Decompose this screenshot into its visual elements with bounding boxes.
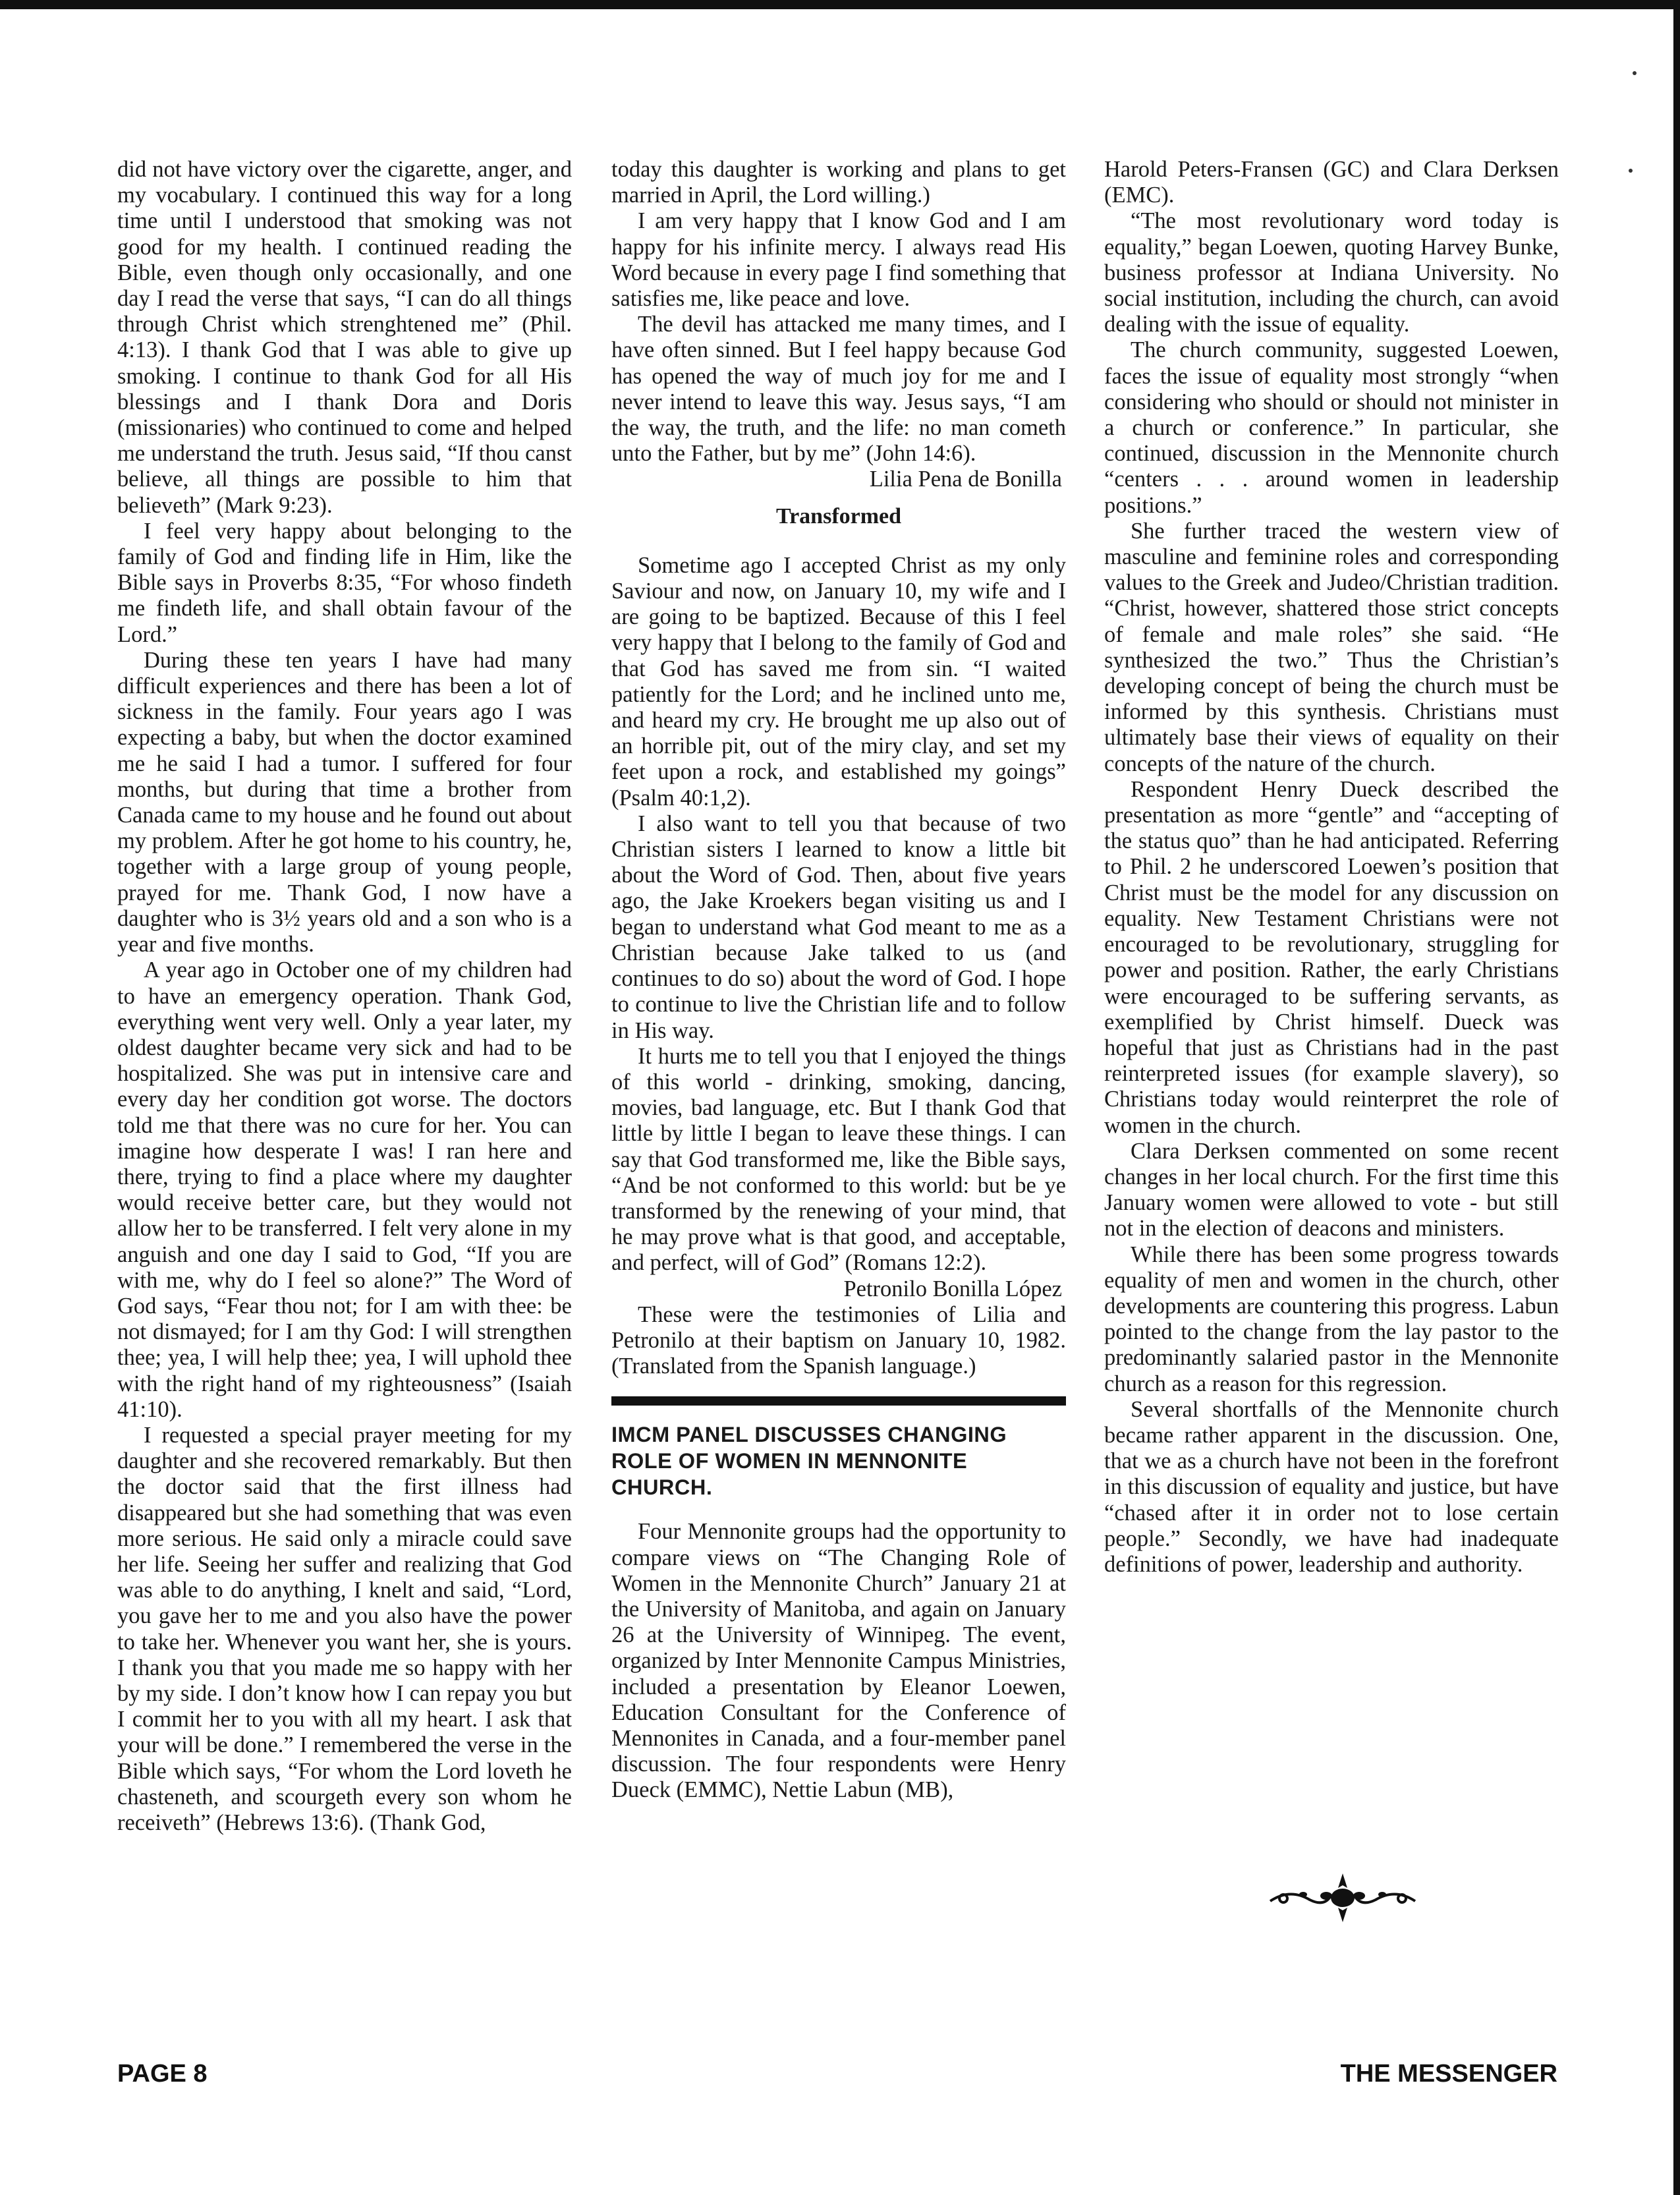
paragraph: She further traced the western view of masculine and feminine roles and corresponding values to the Greek and Judeo/Christian tradition. “Christ, however, shattered those strict concepts of female and male roles” she said. “He synthesized the two.” Thus the Christian’s developing concept of being the church must be informed by this synthesis. Christians must ultimately base their views of equality on their concepts of the nature of the church. bbox=[1104, 518, 1559, 776]
speck-mark bbox=[1633, 71, 1637, 75]
speck-mark bbox=[1629, 169, 1633, 173]
paragraph: “The most revolutionary word today is equality,” began Loewen, quoting Harvey Bunke, business professor at Indiana University. No social institution, including the church, can avoid dealing with the issue of equality. bbox=[1104, 208, 1559, 337]
paragraph: Sometime ago I accepted Christ as my only Saviour and now, on January 10, my wife and I are going to be baptized. Because of this I feel very happy that I belong to the family of God and that God has saved me from sin. “I waited patiently for the Lord; and he inclined unto me, and heard my cry. He brought me up also out of an horrible pit, out of the miry clay, and set my feet upon a rock, and established my goings” (Psalm 40:1,2). bbox=[611, 552, 1066, 811]
signature-petronilo: Petronilo Bonilla López bbox=[843, 1276, 1062, 1301]
article-headline: IMCM PANEL DISCUSSES CHANGING ROLE OF WOMEN IN MENNONITE CHURCH. bbox=[611, 1423, 1007, 1500]
section-divider bbox=[611, 1396, 1066, 1406]
page-border-top bbox=[0, 0, 1680, 9]
paragraph: I requested a special prayer meeting for my daughter and she recovered remarkably. But then the doctor said that the first illness had disappeared but she had something that was even more serious. He said only a miracle could save her life. Seeing her suffer and realizing that God was able to do anything, I knelt and said, “Lord, you gave her to me and you also have the power to take her. Whenever you want her, she is yours. I thank you that you made me so happy with her by my side. I don’t know how I can repay you but I commit her to you with all my heart. I ask that your will be done.” I remembered the verse in the Bible which says, “For whom the Lord loveth he chasteneth, and scourgeth every son whom he receiveth” (Hebrews 13:6). (Thank God, bbox=[117, 1422, 572, 1835]
closing-note: These were the testimonies of Lilia and Petronilo at their baptism on January 10, 1982. (Translated from the Spanish language.) bbox=[611, 1301, 1066, 1379]
paragraph: I feel very happy about belonging to the family of God and finding life in Him, like the Bible says in Proverbs 8:35, “For whoso findeth me findeth life, and shall obtain favour of the Lord.” bbox=[117, 518, 572, 647]
paragraph: During these ten years I have had many difficult experiences and there has been a lot of sickness in the family. Four years ago I was expecting a baby, but when the doctor examined me he said I had a tumor. I suffered for four months, but during that time a brother from Canada came to my house and he found out about my problem. After he got home to his country, he, together with a large group of young people, prayed for me. Thank God, I now have a daughter who is 3½ years old and a son who is a year and five months. bbox=[117, 647, 572, 957]
paragraph: I also want to tell you that because of two Christian sisters I learned to know a little bit about the Word of God. Then, about five years ago, the Jake Kroekers began visiting us and I began to understand what God meant to me as a Christian because Jake talked to us (and continues to do so) about the word of God. I hope to continue to live the Christian life and to follow in His way. bbox=[611, 811, 1066, 1043]
column-2 bbox=[611, 157, 1066, 1804]
paragraph: Several shortfalls of the Mennonite church became rather apparent in the discussion. One, that we as a church have not been in the forefront in this discussion of equality and justice, but have “chased after it in order not to lose certain people.” Secondly, we have had inadequate definitions of power, leadership and authority. bbox=[1104, 1396, 1559, 1577]
article-lead-paragraph: Four Mennonite groups had the opportunity to compare views on “The Changing Role of Women in the Mennonite Church” January 21 at the University of Manitoba, and again on January 26 at the University of Winnipeg. The event, organized by Inter Mennonite Campus Ministries, included a presentation by Eleanor Loewen, Education Consultant for the Conference of Mennonites in Canada, and a four-member panel discussion. The four respondents were Henry Dueck (EMMC), Nettie Labun (MB), bbox=[611, 1519, 1066, 1803]
paragraph: I am very happy that I know God and I am happy for his infinite mercy. I always read His Word because in every page I find something that satisfies me, like peace and love. bbox=[611, 208, 1066, 312]
paragraph: Harold Peters-Fransen (GC) and Clara Derksen (EMC). bbox=[1104, 157, 1559, 208]
ornament-icon bbox=[1264, 1868, 1422, 1927]
publication-name: THE MESSENGER bbox=[1340, 2060, 1557, 2088]
page-number: PAGE 8 bbox=[117, 2060, 208, 2088]
subheading-transformed: Transformed bbox=[775, 503, 902, 528]
paragraph: While there has been some progress towards equality of men and women in the church, other developments are countering this progress. Labun pointed to the change from the lay pastor to the predominantly salaried pastor in the Mennonite church as a reason for this regression. bbox=[1104, 1241, 1559, 1396]
paragraph: The church community, suggested Loewen, faces the issue of equality most strongly “when considering who should or should not minister in a church or conference.” In particular, she continued, discussion in the Mennonite church “centers . . . around women in leadership positions.” bbox=[1104, 337, 1559, 518]
column-3 bbox=[1104, 157, 1559, 1578]
paragraph: did not have victory over the cigarette, anger, and my vocabulary. I continued this way for a long time until I understood that smoking was not good for my health. I continued reading the Bible, even though only occasionally, and one day I read the verse that says, “I can do all things through Christ which strenghtened me” (Phil. 4:13). I thank God that I was able to give up smoking. I continue to thank God for all His blessings and I thank Dora and Doris (missionaries) who continued to come and helped me understand the truth. Jesus said, “If thou canst believe, all things are possible to him that believeth” (Mark 9:23). bbox=[117, 157, 572, 518]
column-1 bbox=[117, 157, 572, 1836]
paragraph: It hurts me to tell you that I enjoyed the things of this world - drinking, smoking, dancing, movies, bad language, etc. But I thank God that little by little I began to leave these things. I can say that God transformed me, like the Bible says, “And be not conformed to this world: but be ye transformed by the renewing of your mind, that he may prove what is that good, and acceptable, and perfect, will of God” (Romans 12:2). bbox=[611, 1043, 1066, 1276]
signature-lilia: Lilia Pena de Bonilla bbox=[869, 467, 1062, 492]
paragraph: Respondent Henry Dueck described the presentation as more “gentle” and “accepting of the status quo” than he had anticipated. Referring to Phil. 2 he underscored Loewen’s position that Christ must be the model for any discussion on equality. New Testament Christians were not encouraged to be revolutionary, struggling for power and position. Rather, the early Christians were encouraged to be suffering servants, as exemplified by Christ himself. Dueck was hopeful that just as Christians had in the past reinterpreted issues (for example slavery), so Christians today would reinterpret the role of women in the church. bbox=[1104, 776, 1559, 1138]
paragraph: Clara Derksen commented on some recent changes in her local church. For the first time this January women were allowed to vote - but still not in the election of deacons and ministers. bbox=[1104, 1138, 1559, 1241]
paragraph: The devil has attacked me many times, and I have often sinned. But I feel happy because God has opened the way of much joy for me and I never intend to leave this way. Jesus says, “I am the way, the truth, and the life: no man cometh unto the Father, but by me” (John 14:6). bbox=[611, 312, 1066, 467]
page-border-right bbox=[1673, 0, 1680, 2195]
paragraph: A year ago in October one of my children had to have an emergency operation. Thank God, everything went very well. Only a year later, my oldest daughter became very sick and had to be hospitalized. She was put in intensive care and every day her condition got worse. The doctors told me that there was no cure for her. You can imagine how desperate I was! I ran here and there, trying to find a place where my daughter would receive better care, but they would not allow her to be transferred. I felt very alone in my anguish and one day I said to God, “If you are with me, why do I feel so alone?” The Word of God says, “Fear thou not; for I am with thee: be not dismayed; for I am thy God: I will strengthen thee; yea, I will help thee; yea, I will uphold thee with the right hand of my righteousness” (Isaiah 41:10). bbox=[117, 957, 572, 1422]
paragraph: today this daughter is working and plans to get married in April, the Lord willing.) bbox=[611, 157, 1066, 208]
